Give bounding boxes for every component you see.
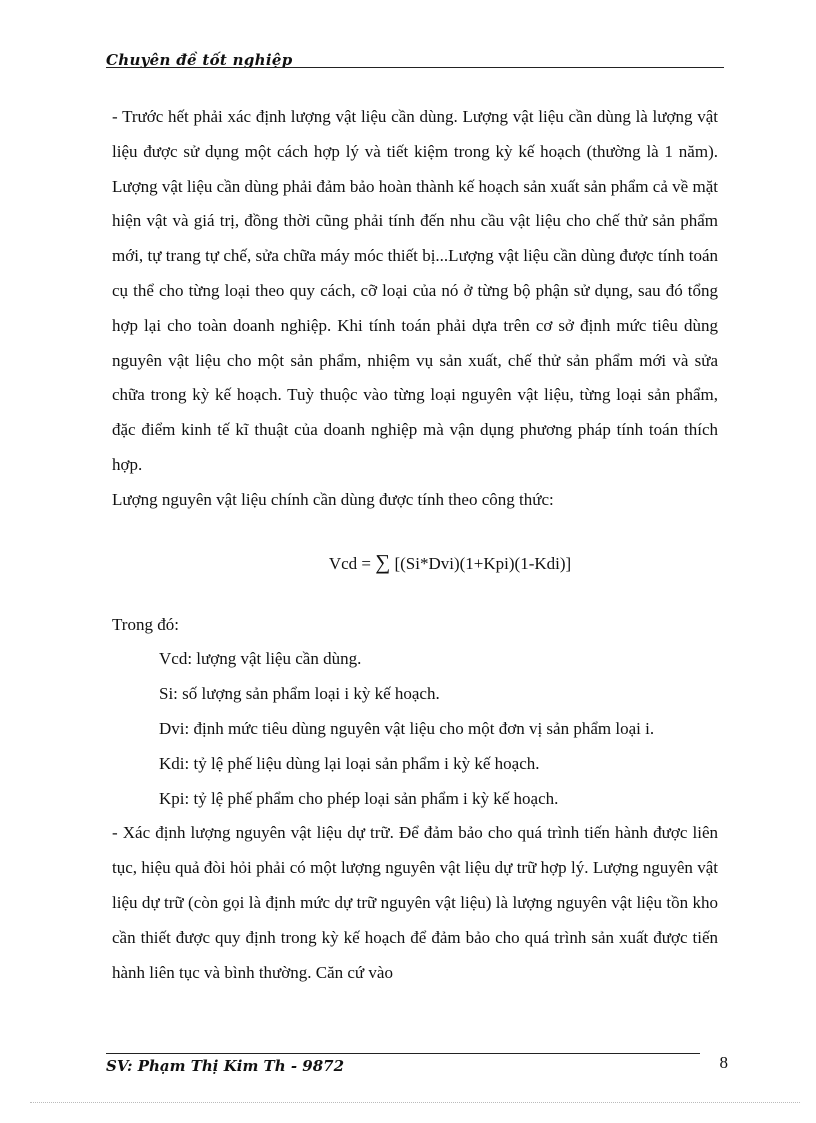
page-footer (106, 1045, 728, 1075)
definition-vcd: Vcd: lượng vật liệu cần dùng. (159, 649, 362, 669)
page-number: 8 (719, 1053, 728, 1072)
definition-kdi: Kdi: tỷ lệ phế liệu dùng lại loại sản phẩm i kỳ kế hoạch. (159, 753, 540, 773)
header-rule (106, 67, 724, 68)
document-body (112, 100, 718, 990)
page-header (106, 49, 724, 69)
where-label: Trong đó: (112, 614, 179, 634)
bottom-dotted-line (30, 1102, 800, 1103)
definition-kpi: Kpi: tỷ lệ phế phẩm cho phép loại sản phẩm i kỳ kế hoạch. (159, 788, 559, 808)
sigma-symbol: ∑ (375, 549, 391, 574)
formula-intro: Lượng nguyên vật liệu chính cần dùng được tính theo công thức: (112, 489, 554, 509)
paragraph-reserve-materials: - Xác định lượng nguyên vật liệu dự trữ. Để đảm bảo cho quá trình tiến hành được liên tục, hiệu quả đòi hỏi phải có một lượng nguyên vật liệu dự trữ hợp lý. Lượng nguyên vật liệu dự trữ (còn gọi là định mức dự trữ nguyên vật liệu) là lượng nguyên vật liệu tồn kho cần thiết được quy định trong kỳ kế hoạch để đảm bảo cho quá trình sản xuất được tiến hành liên tục và bình thường. Căn cứ vào (112, 823, 718, 982)
formula-rhs: [(Si*Dvi)(1+Kpi)(1-Kdi)] (394, 553, 572, 573)
definition-si: Si: số lượng sản phẩm loại i kỳ kế hoạch. (159, 684, 440, 704)
formula-lhs: Vcd = (328, 553, 376, 573)
paragraph-required-materials: - Trước hết phải xác định lượng vật liệu cần dùng. Lượng vật liệu cần dùng là lượng vật liệu được sử dụng một cách hợp lý và tiết kiệm trong kỳ kế hoạch (thường là 1 năm). Lượng vật liệu cần dùng phải đảm bảo hoàn thành kế hoạch sản xuất sản phẩm cả về mặt hiện vật và giá trị, đồng thời cũng phải tính đến nhu cầu vật liệu cho chế thử sản phẩm mới, tự trang tự chế, sửa chữa máy móc thiết bị...Lượng vật liệu cần dùng được tính toán cụ thể cho từng loại theo quy cách, cỡ loại của nó ở từng bộ phận sử dụng, sau đó tổng hợp lại cho toàn doanh nghiệp. Khi tính toán phải dựa trên cơ sở định mức tiêu dùng nguyên vật liệu cho một sản phẩm, nhiệm vụ sản xuất, chế thử sản phẩm mới và sửa chữa trong kỳ kế hoạch. Tuỳ thuộc vào từng loại nguyên vật liệu, từng loại sản phẩm, đặc điểm kinh tế kĩ thuật của doanh nghiệp mà vận dụng phương pháp tính toán thích hợp. (112, 107, 718, 474)
footer-rule (106, 1053, 700, 1054)
footer-author: SV: Phạm Thị Kim Th - 9872 (106, 1057, 345, 1075)
definition-dvi: Dvi: định mức tiêu dùng nguyên vật liệu cho một đơn vị sản phẩm loại i. (159, 718, 655, 738)
header-title: Chuyên đề tốt nghiệp (106, 51, 293, 69)
formula (182, 535, 718, 591)
